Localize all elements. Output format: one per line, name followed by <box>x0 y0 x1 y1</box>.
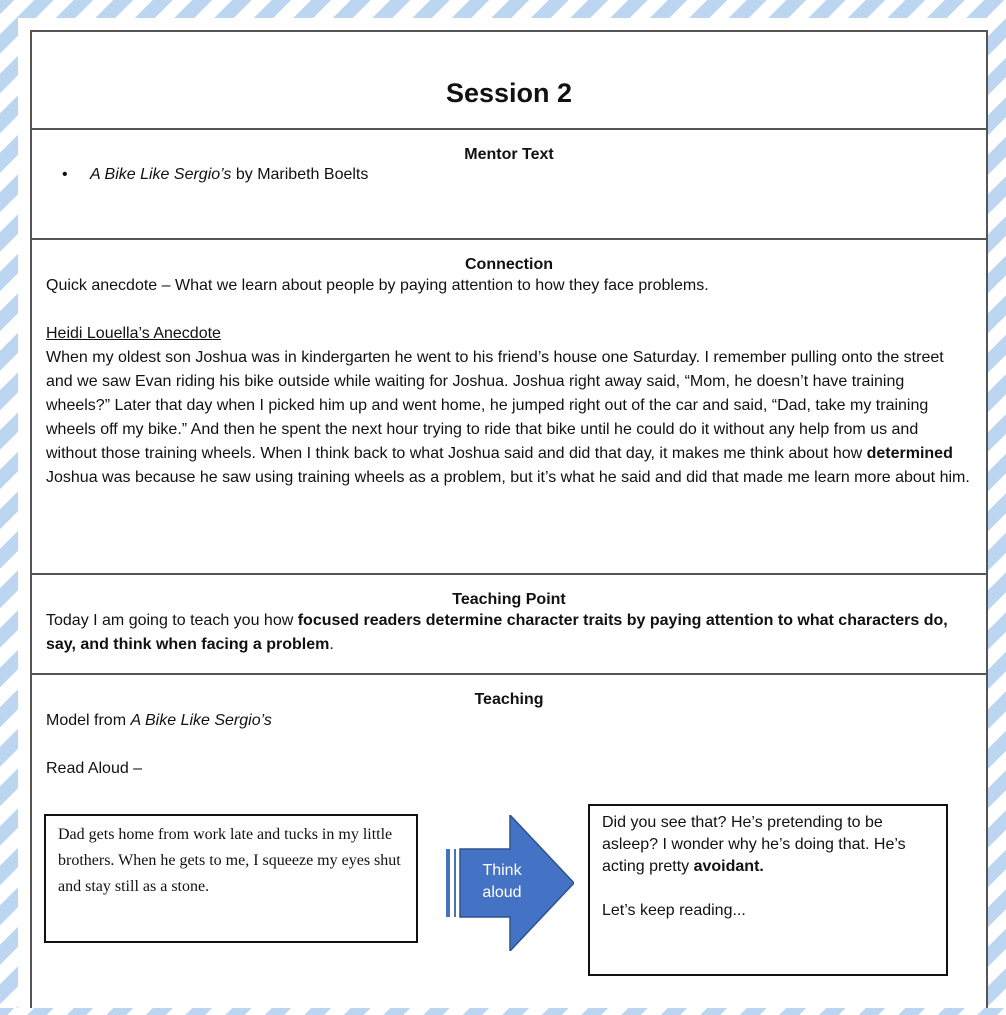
session-title: Session 2 <box>445 78 573 108</box>
lesson-table <box>30 30 988 1008</box>
model-line <box>46 709 972 733</box>
read-aloud-quote-box: Dad gets home from work late and tucks in my little brothers. When he gets to me, I squeeze my eyes shut and stay still as a stone. <box>44 814 418 943</box>
keep-reading-text: Let’s keep reading... <box>602 902 746 919</box>
teaching-point-text-1: Today I am going to teach you how <box>46 612 298 629</box>
think-aloud-text <box>602 812 934 878</box>
think-aloud-text-1: Did you see that? He’s pretending to be asleep? I wonder why he’s doing that. He’s acting pretty <box>602 814 906 875</box>
mentor-text-item <box>32 164 986 186</box>
mentor-book-title: A Bike Like Sergio’s <box>90 166 232 183</box>
think-aloud-box <box>588 804 948 976</box>
model-prefix: Model from <box>46 712 131 729</box>
read-aloud-label: Read Aloud – <box>46 760 143 777</box>
connection-row <box>32 240 986 575</box>
anecdote-bold-word: determined <box>866 445 953 462</box>
teaching-point-bold: focused readers determine character traits by paying attention to what characters do, say, and think when facing a problem <box>46 612 948 653</box>
mentor-text-row <box>32 130 986 240</box>
teaching-heading: Teaching <box>474 691 544 708</box>
connection-intro: Quick anecdote – What we learn about people by paying attention to how they face problems. <box>46 277 709 294</box>
think-aloud-arrow-label <box>462 860 542 904</box>
teaching-point-heading: Teaching Point <box>452 591 566 608</box>
session-header-row <box>32 32 986 130</box>
anecdote-body <box>46 346 972 490</box>
anecdote-text-2: Joshua was because he saw using training wheels as a problem, but it’s what he said and did that made me learn more about him. <box>46 469 970 486</box>
anecdote-title: Heidi Louella’s Anecdote <box>46 325 221 342</box>
arrow-label-line-2: aloud <box>482 884 522 901</box>
model-book-title: A Bike Like Sergio’s <box>130 712 272 729</box>
think-aloud-bold: avoidant. <box>693 858 764 875</box>
arrow-label-line-1: Think <box>482 862 522 879</box>
anecdote-text-1: When my oldest son Joshua was in kindergarten he went to his friend’s house one Saturday. I remember pulling onto the street and we saw Evan riding his bike outside while waiting for Joshua. Joshua right away said, “Mom, he doesn’t have training wheels?” Later that day when I picked him up and went home, he jumped right out of the car and said, “Dad, take my training wheels off my bike.” And then he spent the next hour trying to ride that bike until he could do it without any help from us and without those training wheels. When I think back to what Joshua said and did that day, it makes me think about how <box>46 349 944 462</box>
teaching-point-text-2: . <box>329 636 334 653</box>
mentor-text-heading: Mentor Text <box>464 146 554 163</box>
teaching-point-row <box>32 575 986 675</box>
teaching-point-text <box>46 609 972 657</box>
document-page <box>18 18 988 1008</box>
mentor-book-author: by Maribeth Boelts <box>231 166 369 183</box>
teaching-row <box>32 675 986 1015</box>
connection-heading: Connection <box>465 256 553 273</box>
